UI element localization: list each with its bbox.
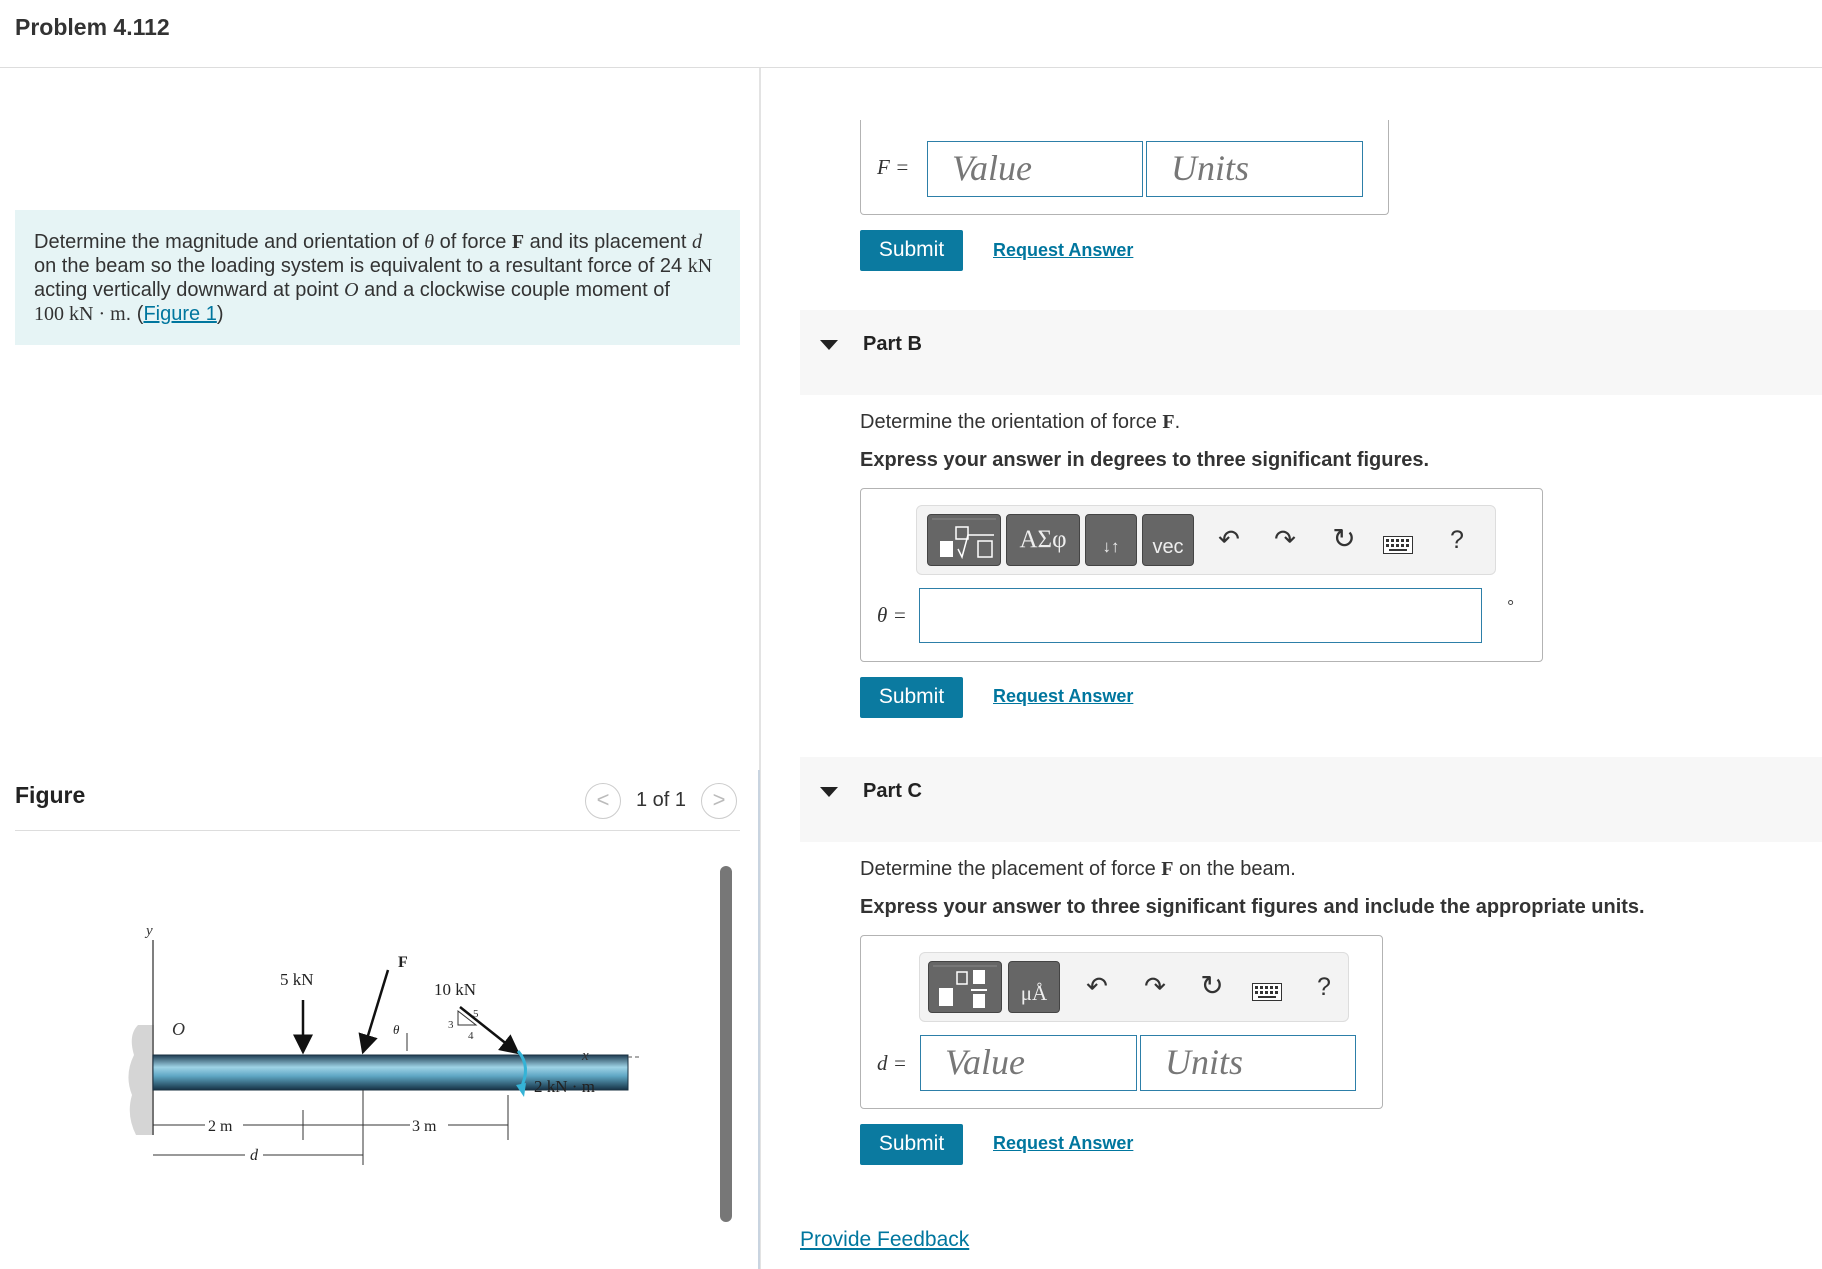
part-c-answer-box — [860, 935, 1383, 1109]
header-bar — [0, 0, 1822, 68]
part-b-request-answer-link[interactable]: Request Answer — [993, 686, 1134, 706]
part-c-prompt: Determine the placement of force F on the beam. — [860, 858, 1296, 880]
part-c-instruction: Express your answer to three significant figures and include the appropriate units. — [860, 896, 1645, 918]
part-b-header[interactable] — [800, 310, 1822, 395]
chevron-right-icon: > — [712, 787, 726, 812]
force-f-label: F — [398, 954, 408, 971]
dimension-label-2m: 2 m — [208, 1118, 233, 1135]
problem-text: acting vertically downward at point — [34, 279, 345, 301]
units-button[interactable]: μÅ — [1008, 961, 1060, 1013]
problem-text: . ( — [125, 303, 144, 325]
help-icon[interactable]: ? — [1317, 973, 1331, 1001]
collapse-caret-icon — [820, 787, 838, 797]
reset-icon[interactable]: ↻ — [1200, 970, 1224, 1001]
keyboard-icon[interactable] — [1252, 983, 1282, 1006]
theta-label: θ — [393, 1022, 400, 1037]
problem-text: ) — [216, 303, 224, 325]
part-b-math-toolbar — [916, 505, 1496, 575]
part-c-equation-label: d = — [877, 1051, 907, 1075]
moment-value: 100 kN · m — [34, 303, 126, 325]
part-c-value-input[interactable]: Value — [920, 1035, 1137, 1091]
triangle-label-3: 3 — [448, 1019, 454, 1031]
problem-text: Determine the magnitude and orientation of — [34, 231, 425, 253]
arrows-button[interactable]: ↓↑ — [1085, 514, 1137, 566]
prev-figure-button[interactable] — [585, 783, 621, 819]
problem-text: and a clockwise couple moment of — [358, 279, 670, 301]
figure-link[interactable]: Figure 1 — [143, 303, 217, 325]
undo-icon[interactable]: ↶ — [1218, 524, 1240, 554]
redo-icon[interactable]: ↷ — [1274, 524, 1296, 554]
part-c-header[interactable] — [800, 757, 1822, 842]
templates-button[interactable] — [927, 514, 1001, 566]
part-b-prompt: Determine the orientation of force F. — [860, 411, 1181, 433]
part-a-submit-button[interactable]: Submit — [860, 230, 963, 271]
part-c-units-input[interactable]: Units — [1140, 1035, 1356, 1091]
panel-divider — [758, 770, 760, 1269]
o-point-label: O — [172, 1019, 185, 1039]
kn-unit: kN — [687, 255, 713, 277]
wall-support — [128, 1025, 154, 1135]
load-label-10kn: 10 kN — [434, 980, 477, 999]
x-label: x — [582, 1048, 589, 1064]
beam-figure — [120, 915, 640, 1185]
part-a-value-input[interactable]: Value — [927, 141, 1143, 197]
problem-text: on the beam so the loading system is equivalent to a resultant force of 24 — [34, 255, 688, 277]
load-label-5kn: 5 kN — [280, 970, 314, 989]
problem-statement — [15, 210, 740, 345]
theta-symbol: θ — [424, 231, 435, 253]
force-symbol: F — [511, 231, 525, 253]
provide-feedback-link[interactable]: Provide Feedback — [800, 1228, 970, 1251]
part-b-equation-label: θ = — [877, 603, 907, 627]
part-a-request-answer-link[interactable]: Request Answer — [993, 240, 1134, 260]
reset-icon[interactable]: ↻ — [1332, 523, 1356, 554]
next-figure-button[interactable] — [701, 783, 737, 819]
part-b-submit-button[interactable]: Submit — [860, 677, 963, 718]
radical-template-icon — [928, 515, 1000, 565]
force-f-arrow — [363, 970, 388, 1052]
part-b-title: Part B — [863, 333, 922, 355]
figure-title: Figure — [15, 782, 86, 808]
o-symbol: O — [344, 279, 359, 301]
y-label: y — [146, 923, 153, 939]
dimension-label-3m: 3 m — [412, 1118, 437, 1135]
undo-icon[interactable]: ↶ — [1086, 971, 1108, 1001]
figure-counter: 1 of 1 — [636, 789, 687, 811]
collapse-caret-icon — [820, 340, 838, 350]
couple-label: 2 kN · m — [534, 1077, 595, 1096]
keyboard-icon[interactable] — [1383, 536, 1413, 559]
figure-divider — [15, 830, 740, 831]
fraction-template-icon — [929, 962, 1001, 1012]
redo-icon[interactable]: ↷ — [1144, 971, 1166, 1001]
part-b-answer-box — [860, 488, 1543, 662]
problem-text: of force — [434, 231, 512, 253]
templates-button[interactable] — [928, 961, 1002, 1013]
problem-title: Problem 4.112 — [15, 14, 170, 40]
part-c-request-answer-link[interactable]: Request Answer — [993, 1133, 1134, 1153]
theta-answer-input[interactable] — [919, 588, 1482, 643]
part-c-math-toolbar — [919, 952, 1349, 1022]
d-symbol: d — [691, 231, 702, 253]
part-b-instruction: Express your answer in degrees to three significant figures. — [860, 449, 1430, 471]
part-c-submit-button[interactable]: Submit — [860, 1124, 963, 1165]
part-a-units-input[interactable]: Units — [1146, 141, 1363, 197]
vector-button[interactable]: vec — [1142, 514, 1194, 566]
help-icon[interactable]: ? — [1450, 526, 1464, 554]
greek-symbols-button[interactable]: ΑΣφ — [1006, 514, 1080, 566]
part-a-equation-label: F = — [877, 155, 910, 179]
figure-scrollbar[interactable] — [720, 866, 732, 1222]
chevron-left-icon: < — [596, 787, 610, 812]
degree-unit: ° — [1507, 597, 1515, 617]
problem-text: and its placement — [524, 231, 692, 253]
part-c-title: Part C — [863, 780, 922, 802]
triangle-label-4: 4 — [468, 1030, 474, 1042]
triangle-label-5: 5 — [473, 1008, 479, 1020]
part-a-answer-box — [860, 120, 1389, 215]
dimension-label-d: d — [250, 1147, 258, 1164]
